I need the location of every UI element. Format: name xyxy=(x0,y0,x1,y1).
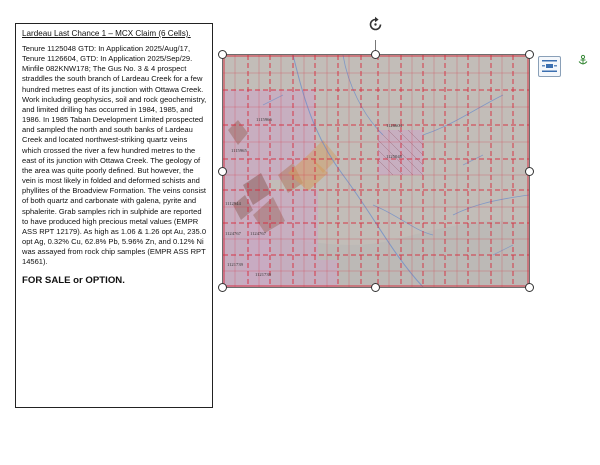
layout-options-icon xyxy=(542,60,557,73)
rotate-icon xyxy=(366,15,385,34)
resize-handle-bottom-center[interactable] xyxy=(371,283,380,292)
rotate-handle[interactable] xyxy=(366,15,385,34)
claim-map xyxy=(223,55,529,287)
resize-handle-top-center[interactable] xyxy=(371,50,380,59)
resize-handle-bottom-left[interactable] xyxy=(218,283,227,292)
anchor-icon xyxy=(577,53,589,65)
claim-label: 1115966 xyxy=(256,117,272,122)
resize-handle-top-right[interactable] xyxy=(525,50,534,59)
resize-handle-middle-right[interactable] xyxy=(525,167,534,176)
layout-options-button[interactable] xyxy=(538,56,561,77)
claim-map-image[interactable] xyxy=(223,55,529,287)
claim-label: 1124767 xyxy=(250,231,266,236)
claim-label: 1112944 xyxy=(225,201,241,206)
claim-label: 1121739 xyxy=(255,272,271,277)
claim-description-textbox[interactable] xyxy=(15,23,213,408)
resize-handle-bottom-right[interactable] xyxy=(525,283,534,292)
claim-label: 1126604 xyxy=(386,123,402,128)
claim-label: 1121739 xyxy=(227,262,243,267)
claim-description-body: Tenure 1125048 GTD: In Application 2025/Aug/17, Tenure 1126604, GTD: In Application 2025/Sep/29. Minfile 082KNW178; The Gus No. 3 & 4 prospect straddles the south branch of Lardeau Creek for a few hundred metres east of its junction with Ottawa Creek. Work including geophysics, soil and rock geochemistry, and limited drilling has occurred in 1984, 1985, and 1986. In 1985 Taban Development Limited prospected and sampled the north and south banks of Lardeau Creek and located northwest-striking quartz veins which crossed the river a few hundred metres to the east of its junction with Ottawa Creek. The geology of the area was quite poorly defined. But however, the vein is most likely in folded and deformed schists and phyllites of the Broadview Formation. The veins consist of both quartz and carbonate with galena, pyrite and sphalerite. Grab samples rich in sulphide are reported to have produced high precious metal values (EMPR ASS RPT 12179). As high as 1.06 & 1.26 opt Au, 235.0 opt Ag, 0.32% Cu, 62.8% Pb, 5.96% Zn, and 0.12% Ni was assayed from rock chip samples (EMPR ASS RPT 14561). xyxy=(22,44,207,267)
claim-label: 1115965 xyxy=(231,148,247,153)
resize-handle-top-left[interactable] xyxy=(218,50,227,59)
resize-handle-middle-left[interactable] xyxy=(218,167,227,176)
claim-label: 1124767 xyxy=(225,231,241,236)
sale-notice: FOR SALE or OPTION. xyxy=(22,275,125,287)
claim-title: Lardeau Last Chance 1 – MCX Claim (6 Cells). xyxy=(22,29,191,38)
claim-label: 1125048 xyxy=(386,154,402,159)
